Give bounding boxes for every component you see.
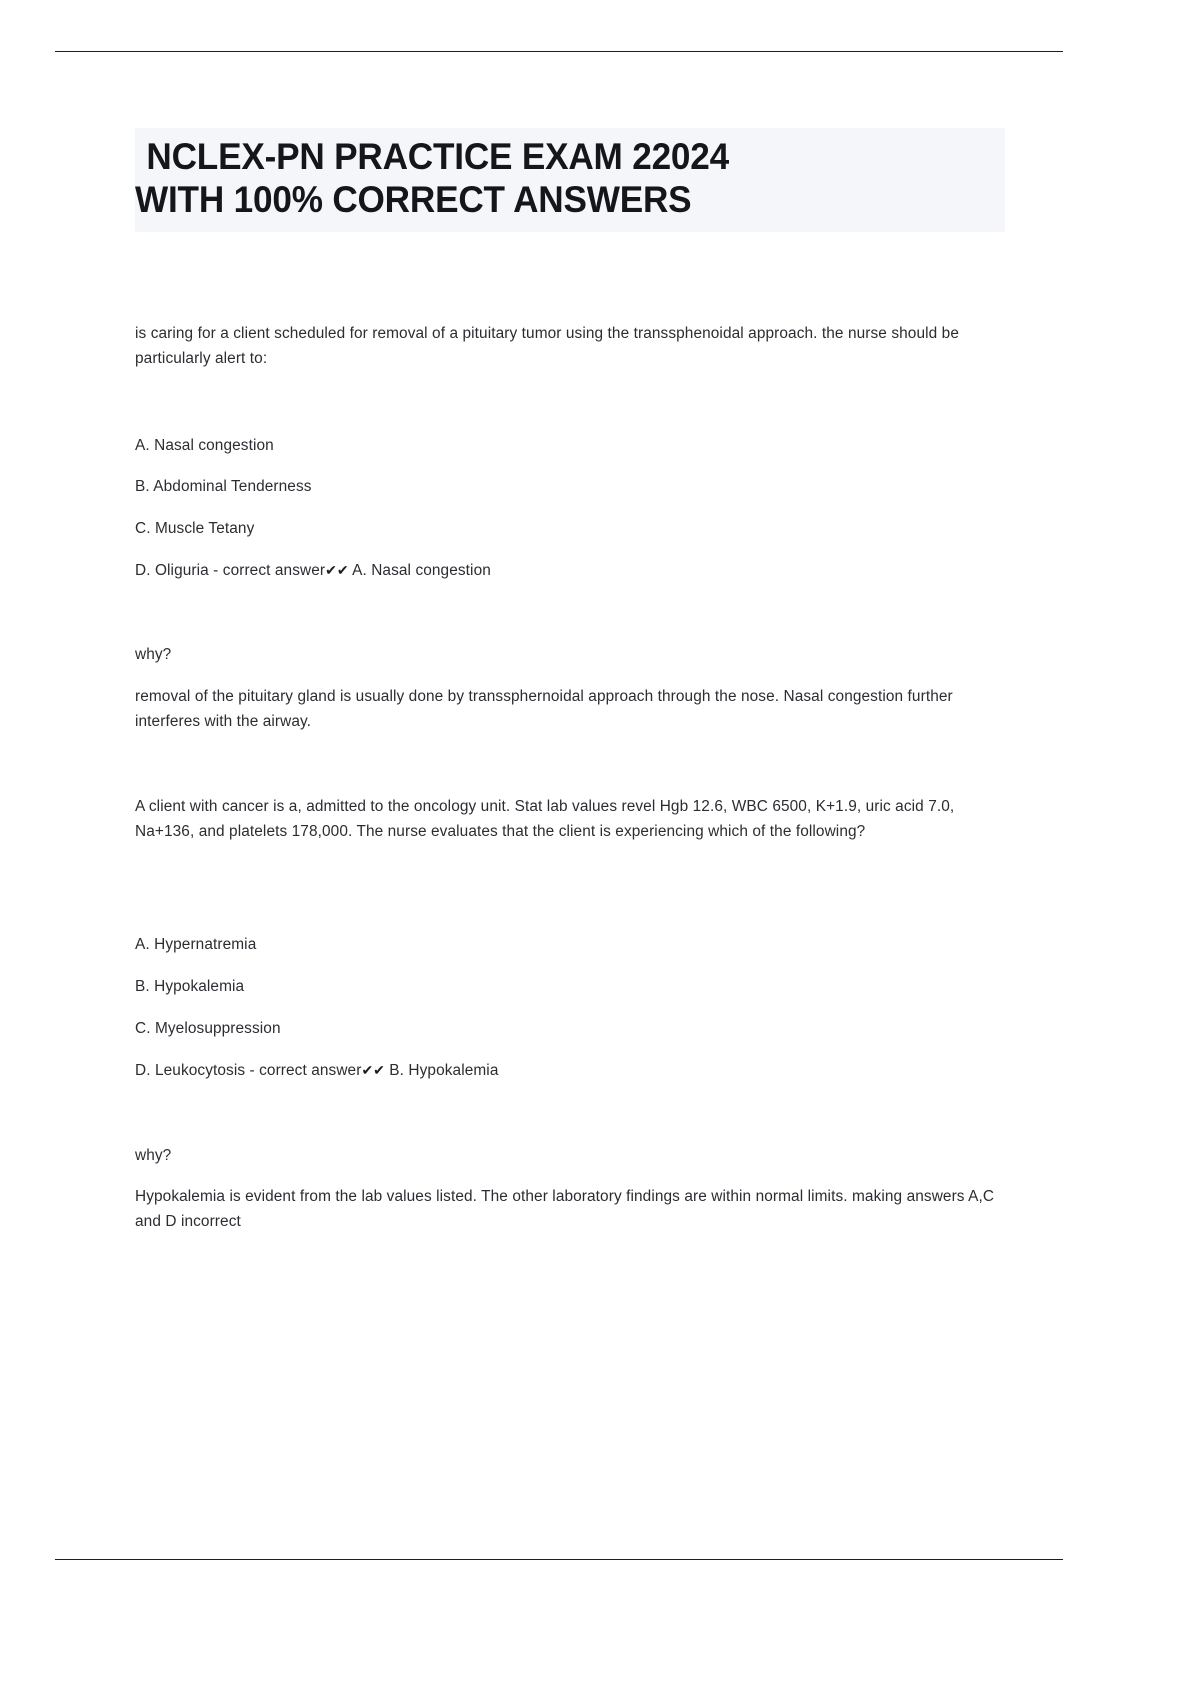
page-title-line-1: NCLEX-PN PRACTICE EXAM 22024	[146, 136, 730, 177]
question-1-explanation	[135, 685, 1007, 735]
question-2-option-b[interactable]: B. Hypokalemia	[135, 978, 245, 995]
question-2-answer-prefix: D. Leukocytosis - correct answer	[135, 1062, 362, 1079]
question-1-answer-suffix: A. Nasal congestion	[348, 562, 491, 579]
question-2-option-a[interactable]: A. Hypernatremia	[135, 936, 257, 953]
question-2-explanation-text: Hypokalemia is evident from the lab values listed. The other laboratory findings are within normal limits. making answers A,C and D incorrect	[135, 1188, 995, 1230]
question-2-stem-text: A client with cancer is a, admitted to the oncology unit. Stat lab values revel Hgb 12.6, WBC 6500, K+1.9, uric acid 7.0, Na+136, and platelets 178,000. The nurse evaluates that the client is experiencing which of the following?	[135, 798, 955, 840]
question-2-option-d-answer[interactable]	[135, 1059, 498, 1084]
question-2-stem	[135, 795, 1007, 845]
question-2-why-label: why?	[135, 1147, 172, 1164]
question-1-answer-prefix: D. Oliguria - correct answer	[135, 562, 326, 579]
document-title-block	[135, 128, 1005, 232]
header-rule	[55, 51, 1063, 52]
question-1-option-a[interactable]: A. Nasal congestion	[135, 437, 274, 454]
question-1-option-c[interactable]: C. Muscle Tetany	[135, 520, 255, 537]
page-title	[135, 128, 962, 232]
question-1-stem-text: is caring for a client scheduled for removal of a pituitary tumor using the transsphenoidal approach. the nurse should be particularly alert to:	[135, 325, 959, 367]
footer-rule	[55, 1559, 1063, 1560]
question-2-explanation	[135, 1185, 1007, 1235]
question-2-option-c[interactable]: C. Myelosuppression	[135, 1020, 281, 1037]
question-1-why-label: why?	[135, 646, 172, 663]
question-1-option-d-answer[interactable]	[135, 559, 491, 584]
checkmark-icon: ✔✔	[361, 1062, 385, 1078]
page-title-line-2: WITH 100% CORRECT ANSWERS	[135, 178, 692, 220]
question-1-option-b[interactable]: B. Abdominal Tenderness	[135, 478, 312, 495]
question-1-stem	[135, 322, 1007, 372]
question-2-answer-suffix: B. Hypokalemia	[384, 1062, 499, 1079]
question-1-explanation-text: removal of the pituitary gland is usually done by transsphernoidal approach through the nose. Nasal congestion further interferes with the airway.	[135, 688, 953, 730]
checkmark-icon: ✔✔	[325, 562, 349, 578]
